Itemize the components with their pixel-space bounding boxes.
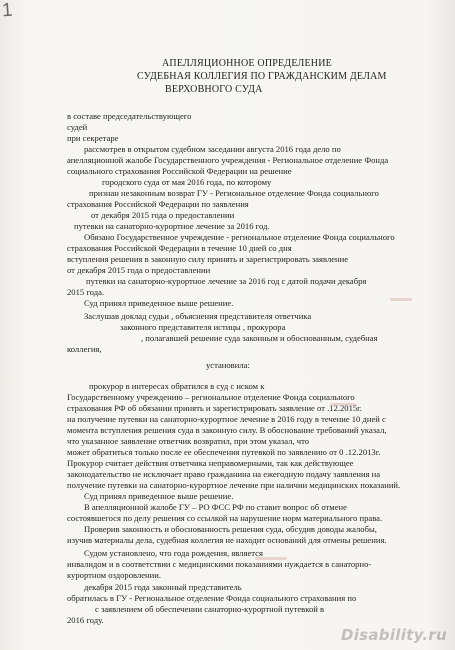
body-line: изучив материалы дела, судебная коллегия не находит оснований для отмены решения. (67, 535, 387, 545)
redaction-mark (390, 298, 412, 301)
body-line: с заявлением об обеспечении санаторно-курортной путевкой в (95, 604, 325, 614)
body-line: городского суда от мая 2016 года, по которому (102, 177, 272, 187)
body-line: путевки на санаторно-курортное лечение за 2016 год с датой подачи декабря (86, 276, 367, 286)
body-line: путевки на санаторно-курортное лечение за 2016 год. (74, 221, 270, 231)
body-line: на получение путевки на санаторно-курортное лечение в 2016 году в течение 10 дней с (67, 414, 386, 424)
body-line: при секретаре (67, 133, 119, 143)
body-line: законодательство не исключает право гражданина на ежегодную подачу заявления на (67, 469, 381, 479)
body-line: законного представителя истицы , прокурора (120, 322, 286, 332)
body-line: коллегия, (67, 344, 102, 354)
body-line: что указанное заявление ответчик возвратил, при этом указал, что (67, 436, 310, 446)
section-heading: установила: (206, 360, 250, 370)
page-number-mark: 1 (1, 0, 14, 22)
body-line: Государственному учреждению – региональное отделение Фонда социального (67, 392, 355, 402)
body-line: состоявшегося по делу решения со ссылкой на нарушение норм материального права. (67, 513, 383, 523)
body-line: страхования РФ об обязании принять и зарегистрировать заявление от .12.2015г. (67, 403, 362, 413)
body-line: от декабря 2015 года о предоставлении (91, 210, 235, 220)
body-line: страхования Российской Федерации в течение 10 дней со дня (67, 243, 292, 253)
body-line: Проверив законность и обоснованность решения суда, обсудив доводы жалобы, (84, 524, 377, 534)
document-title-line-2: СУДЕБНАЯ КОЛЛЕГИЯ ПО ГРАЖДАНСКИМ ДЕЛАМ (137, 71, 387, 82)
watermark-logo: Disability.ru (340, 626, 447, 644)
body-line: обратилась в ГУ - Региональное отделение Фонда социального страхования по (67, 593, 357, 603)
body-line: апелляционной жалобе Государственного учреждения - Региональное отделение Фонда (67, 155, 389, 165)
body-line: получение путевки на санаторно-курортное лечение при наличии медицинских показаний. (67, 480, 401, 490)
body-line: может обратиться только после ее обеспечения путевкой по заявлению от 0 .12.2013г. (67, 447, 381, 457)
body-line: Прокурор считает действия ответчика неправомерными, так как действующее (67, 458, 354, 468)
body-line: 2016 году. (67, 615, 104, 625)
document-title-line-3: ВЕРХОВНОГО СУДА (165, 84, 263, 95)
body-line: страхования Российской Федерации по заявления (67, 199, 249, 209)
body-line: В апелляционной жалобе ГУ – РО ФСС РФ по ставит вопрос об отмене (84, 502, 347, 512)
body-line: в составе председательствующего (67, 111, 192, 121)
body-line: рассмотрев в открытом судебном заседании августа 2016 года дело по (84, 144, 341, 154)
body-line: Заслушав доклад судьи , объяснения представителя ответчика (84, 311, 312, 321)
body-line: , полагавшей решение суда законным и обоснованным, судебная (141, 333, 378, 343)
body-line: социального страхования Российской Федерации на решение (67, 166, 292, 176)
body-line: момента вступления решения суда в законную силу. В обоснование требований указал, (67, 425, 387, 435)
body-line: вступления решения в законную силу принять и зарегистрировать заявление (67, 254, 349, 264)
redaction-mark (330, 403, 356, 406)
body-line: декабря 2015 года законный представитель (84, 582, 242, 592)
redaction-mark (255, 557, 287, 560)
body-line: судей (67, 122, 88, 132)
body-line: Судом установлено, что года рождения, является (84, 548, 263, 558)
body-line: признан незаконным возврат ГУ - Региональное отделение Фонда социального (89, 188, 379, 198)
body-line: Суд принял приведенное выше решение. (84, 298, 234, 308)
document-title-line-1: АПЕЛЛЯЦИОННОЕ ОПРЕДЕЛЕНИЕ (162, 58, 332, 69)
body-line: от декабря 2015 года о предоставлении (67, 265, 211, 275)
body-line: 2015 года. (67, 287, 105, 297)
body-line: инвалидом и в соответствии с медицинскими показаниями нуждается в санаторно- (67, 559, 372, 569)
body-line: Суд принял приведенное выше решение. (84, 491, 234, 501)
body-line: Обязано Государственное учреждение - региональное отделение Фонда социального (84, 232, 395, 242)
body-line: прокурор в интересах обратился в суд с иском к (89, 381, 265, 391)
body-line: курортном оздоровлении. (67, 570, 161, 580)
